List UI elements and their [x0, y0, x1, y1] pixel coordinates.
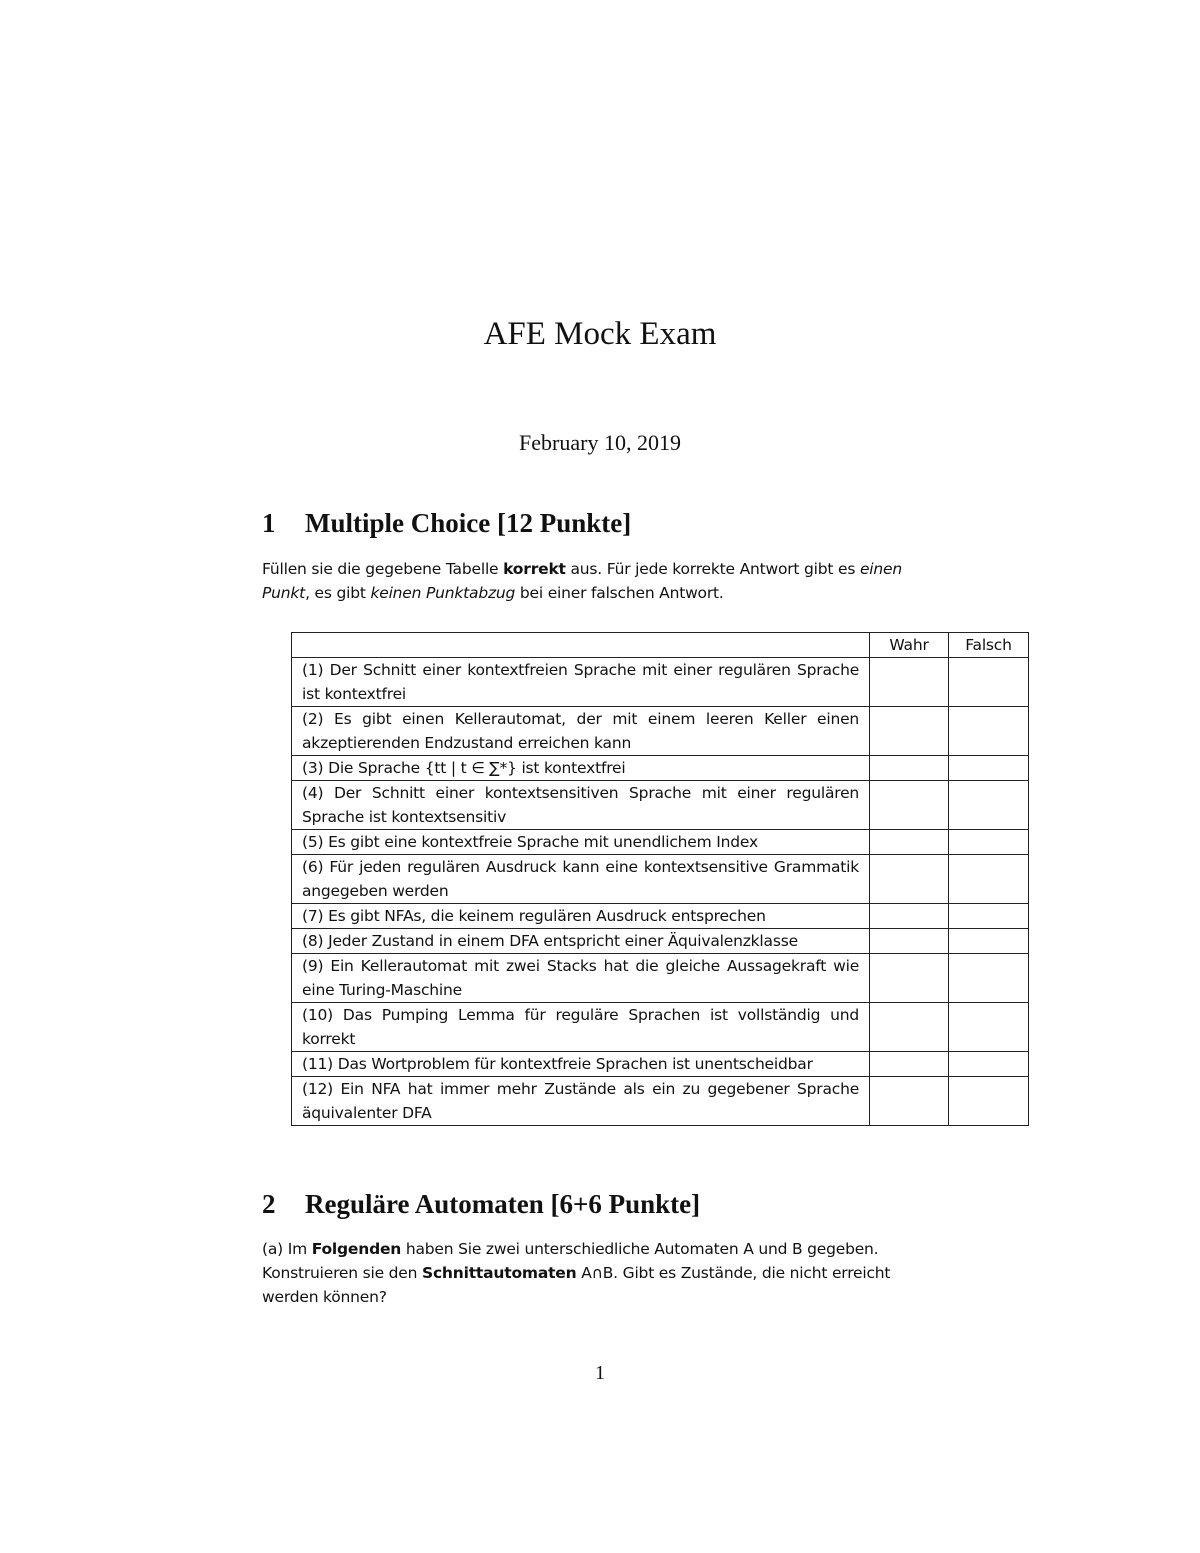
table-row [292, 830, 1029, 855]
answer-cell-falsch[interactable] [949, 929, 1029, 954]
instruction-text: , es gibt [305, 584, 371, 602]
instruction-text: Füllen sie die gegebene Tabelle [262, 560, 504, 578]
statement-cell: (12) Ein NFA hat immer mehr Zustände als ein zu gegebener Sprache äquivalenter DFA [292, 1077, 870, 1126]
answer-cell-wahr[interactable] [870, 707, 949, 756]
table-row [292, 756, 1029, 781]
answer-cell-falsch[interactable] [949, 1003, 1029, 1052]
task-text: haben Sie zwei unterschiedliche Automaten A und B gegeben. Konstruieren sie den [262, 1240, 879, 1282]
table-row [292, 1077, 1029, 1126]
header-falsch: Falsch [949, 633, 1029, 658]
table-row [292, 1052, 1029, 1077]
answer-cell-falsch[interactable] [949, 658, 1029, 707]
answer-cell-falsch[interactable] [949, 954, 1029, 1003]
answer-cell-falsch[interactable] [949, 1077, 1029, 1126]
statement-cell: (7) Es gibt NFAs, die keinem regulären Ausdruck entsprechen [292, 904, 870, 929]
table-row [292, 781, 1029, 830]
statement-cell: (2) Es gibt einen Kellerautomat, der mit einem leeren Keller einen akzeptierenden Endzustand erreichen kann [292, 707, 870, 756]
answer-cell-wahr[interactable] [870, 1052, 949, 1077]
section-heading-regulaere-automaten [262, 1187, 700, 1221]
task-a-text [262, 1237, 942, 1309]
table-row [292, 904, 1029, 929]
answer-cell-wahr[interactable] [870, 855, 949, 904]
answer-cell-falsch[interactable] [949, 904, 1029, 929]
task-text: A∩B. Gibt es Zustände, die nicht erreicht werden können? [262, 1264, 891, 1306]
answer-cell-falsch[interactable] [949, 830, 1029, 855]
answer-cell-wahr[interactable] [870, 929, 949, 954]
document-title: AFE Mock Exam [483, 316, 717, 352]
instruction-emphasis: korrekt [503, 560, 566, 578]
page-number: 1 [595, 1362, 605, 1384]
task-text: (a) Im [262, 1240, 312, 1258]
statement-cell: (4) Der Schnitt einer kontextsensitiven Sprache mit einer regulären Sprache ist kontextsensitiv [292, 781, 870, 830]
statement-cell: (11) Das Wortproblem für kontextfreie Sprachen ist unentscheidbar [292, 1052, 870, 1077]
statement-cell: (10) Das Pumping Lemma für reguläre Sprachen ist vollständig und korrekt [292, 1003, 870, 1052]
section-title: Reguläre Automaten [6+6 Punkte] [305, 1189, 701, 1219]
answer-cell-wahr[interactable] [870, 1003, 949, 1052]
statement-cell: (5) Es gibt eine kontextfreie Sprache mit unendlichem Index [292, 830, 870, 855]
section-number: 1 [262, 508, 276, 538]
section-heading-multiple-choice [262, 506, 631, 540]
answer-cell-wahr[interactable] [870, 904, 949, 929]
statement-cell: (3) Die Sprache {tt | t ∈ ∑*} ist kontextfrei [292, 756, 870, 781]
instruction-emphasis: einen Punkt [262, 560, 902, 602]
statement-cell: (6) Für jeden regulären Ausdruck kann eine kontextsensitive Grammatik angegeben werden [292, 855, 870, 904]
task-emphasis: Folgenden [311, 1240, 402, 1258]
table-row [292, 954, 1029, 1003]
task-emphasis: Schnittautomaten [421, 1264, 577, 1282]
header-wahr: Wahr [870, 633, 949, 658]
answer-cell-falsch[interactable] [949, 1052, 1029, 1077]
instruction-emphasis: keinen Punktabzug [370, 584, 516, 602]
answer-cell-wahr[interactable] [870, 658, 949, 707]
document-date: February 10, 2019 [519, 430, 681, 455]
answer-cell-wahr[interactable] [870, 830, 949, 855]
table-row [292, 929, 1029, 954]
statement-cell: (8) Jeder Zustand in einem DFA entspricht einer Äquivalenzklasse [292, 929, 870, 954]
answer-cell-wahr[interactable] [870, 1077, 949, 1126]
table-row [292, 1003, 1029, 1052]
answer-cell-wahr[interactable] [870, 756, 949, 781]
table-row [292, 707, 1029, 756]
section-number: 2 [262, 1189, 276, 1219]
instruction-text: aus. Für jede korrekte Antwort gibt es [565, 560, 860, 578]
answer-cell-falsch[interactable] [949, 756, 1029, 781]
multiple-choice-table [291, 632, 1029, 1126]
answer-cell-falsch[interactable] [949, 855, 1029, 904]
header-statement [292, 633, 870, 658]
section-instructions [262, 557, 942, 605]
statement-cell: (9) Ein Kellerautomat mit zwei Stacks hat die gleiche Aussagekraft wie eine Turing-Maschine [292, 954, 870, 1003]
answer-cell-wahr[interactable] [870, 954, 949, 1003]
table-row [292, 855, 1029, 904]
instruction-text: bei einer falschen Antwort. [515, 584, 724, 602]
answer-cell-falsch[interactable] [949, 707, 1029, 756]
section-title: Multiple Choice [12 Punkte] [305, 508, 632, 538]
answer-cell-falsch[interactable] [949, 781, 1029, 830]
statement-cell: (1) Der Schnitt einer kontextfreien Sprache mit einer regulären Sprache ist kontextfrei [292, 658, 870, 707]
answer-cell-wahr[interactable] [870, 781, 949, 830]
table-row [292, 658, 1029, 707]
table-header-row [292, 633, 1029, 658]
